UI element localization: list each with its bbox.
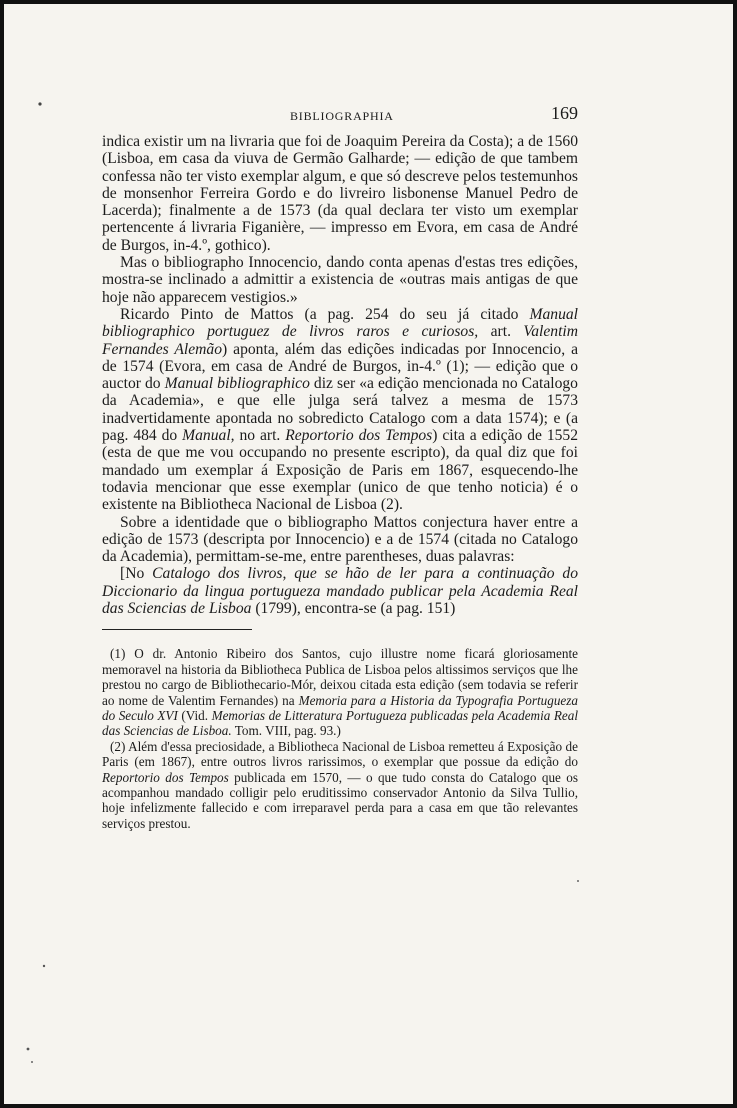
italic-title-manual: Manual bibliographico portuguez de livros raros e curiosos, <box>102 305 578 341</box>
text-run: (Vid. <box>177 707 212 723</box>
running-title: BIBLIOGRAPHIA <box>290 109 394 123</box>
text-run: ) cita a edição de 1552 (esta de que me vou occupando no presente escripto), da qual diz que foi mandado um exemplar á Exposição de Paris em 1867, esquecendo-lhe todavia mencionar que esse exemplar (unico de que tenho noticia) é o existente na Bibliotheca Nacional de Lisboa (2). <box>102 427 579 514</box>
italic-reportorio: Reportorio dos Tempos <box>102 769 229 785</box>
footnote-2 <box>102 739 578 831</box>
paragraph-2 <box>102 254 578 306</box>
footnote-1 <box>102 646 578 738</box>
italic-catalogo-title: Catalogo dos livros, que se hão de ler para a continuação do Diccionario da lingua portugueza mandado publicar pela Academia Real das Sciencias de Lisboa <box>102 565 579 618</box>
paragraph-3 <box>102 306 578 514</box>
text-run: ) aponta, além das edições indicadas por Innocencio, a de 1574 (Evora, em casa de André de Burgos, in-4.º (1); — edição que o auctor do <box>102 340 578 393</box>
page-header <box>102 103 578 133</box>
paragraph-2-text: Mas o bibliographo Innocencio, dando conta apenas d'estas tres edições, mostra-se inclinado a admittir a existencia de «outras mais antigas de que hoje não apparecem vestigios.» <box>102 254 578 306</box>
paragraph-4 <box>102 514 578 566</box>
italic-article-name: Valentim Fernandes Alemão <box>102 323 578 358</box>
text-run: no art. <box>234 427 286 445</box>
text-run: (1799), encontra-se (a pag. 151) <box>251 600 456 618</box>
italic-memorias-title: Memorias de Litteratura Portugueza publicadas pela Academia Real das Sciencias de Lisboa. <box>102 707 579 739</box>
paragraph-1 <box>102 133 578 254</box>
text-run: (2) Além d'essa preciosidade, a Bibliotheca Nacional de Lisboa remetteu á Exposição de Paris (em 1867), entre outros livros rarissimos, o exemplar que possue da edição do <box>102 738 578 770</box>
text-run: Ricardo Pinto de Mattos (a pag. 254 do seu já citado <box>120 305 530 323</box>
italic-title-manual-short: Manual bibliographico <box>164 375 310 393</box>
italic-reportorio: Reportorio dos Tempos <box>285 427 433 445</box>
italic-manual: Manual, <box>182 427 235 445</box>
italic-memoria-title: Memoria para a Historia da Typografia Portugueza do Seculo XVI <box>102 692 578 723</box>
page-number: 169 <box>551 103 578 123</box>
text-run: diz ser «a edição mencionada no Catalogo da Academia», e que elle julga será talvez a mesma de 1573 inadvertidamente apontada no sobredicto Catalogo com a data 1574); e (a pag. 484 do <box>102 375 578 445</box>
text-run: [No <box>120 565 153 583</box>
main-text <box>102 133 578 617</box>
footnote-rule <box>102 629 252 630</box>
text-run: (1) O dr. Antonio Ribeiro dos Santos, cujo illustre nome ficará gloriosamente memoravel na historia da Bibliotheca Publica de Lisboa pelos altissimos serviços que lhe prestou no cargo de Bibliothecario-Mór, deixou citada esta edição (sem todavia se referir ao nome de Valentim Fernandes) na <box>102 646 578 708</box>
book-page <box>102 103 579 831</box>
text-run: publicada em 1570, — o que tudo consta do Catalogo que os acompanhou mandado colligir pelo eruditissimo conservador Antonio da Silva Tullio, hoje infelizmente fallecido e com irreparavel perda para a casa em que tão relevantes serviços prestou. <box>102 769 578 831</box>
footnotes <box>102 646 578 831</box>
paragraph-1-text: indica existir um na livraria que foi de Joaquim Pereira da Costa); a de 1560 (Lisboa, em casa da viuva de Germão Galharde; — edição de que tambem confessa não ter visto exemplar algum, e que só descreve pelos testemunhos de monsenhor Ferreira Gordo e do livreiro lisbonense Manuel Pedro de Lacerda); finalmente a de 1573 (da qual declara ter visto um exemplar pertencente á livraria Figanière, — impresso em Evora, em casa de André de Burgos, in-4.º, gothico). <box>102 133 578 254</box>
text-run: art. <box>478 323 524 341</box>
paragraph-4-text: Sobre a identidade que o bibliographo Mattos conjectura haver entre a edição de 1573 (descripta por Innocencio) e a de 1574 (citada no Catalogo da Academia), permittam-se-me, entre parentheses, duas palavras: <box>102 513 578 566</box>
text-run: Tom. VIII, pag. 93.) <box>231 723 341 739</box>
paragraph-5 <box>102 565 578 617</box>
